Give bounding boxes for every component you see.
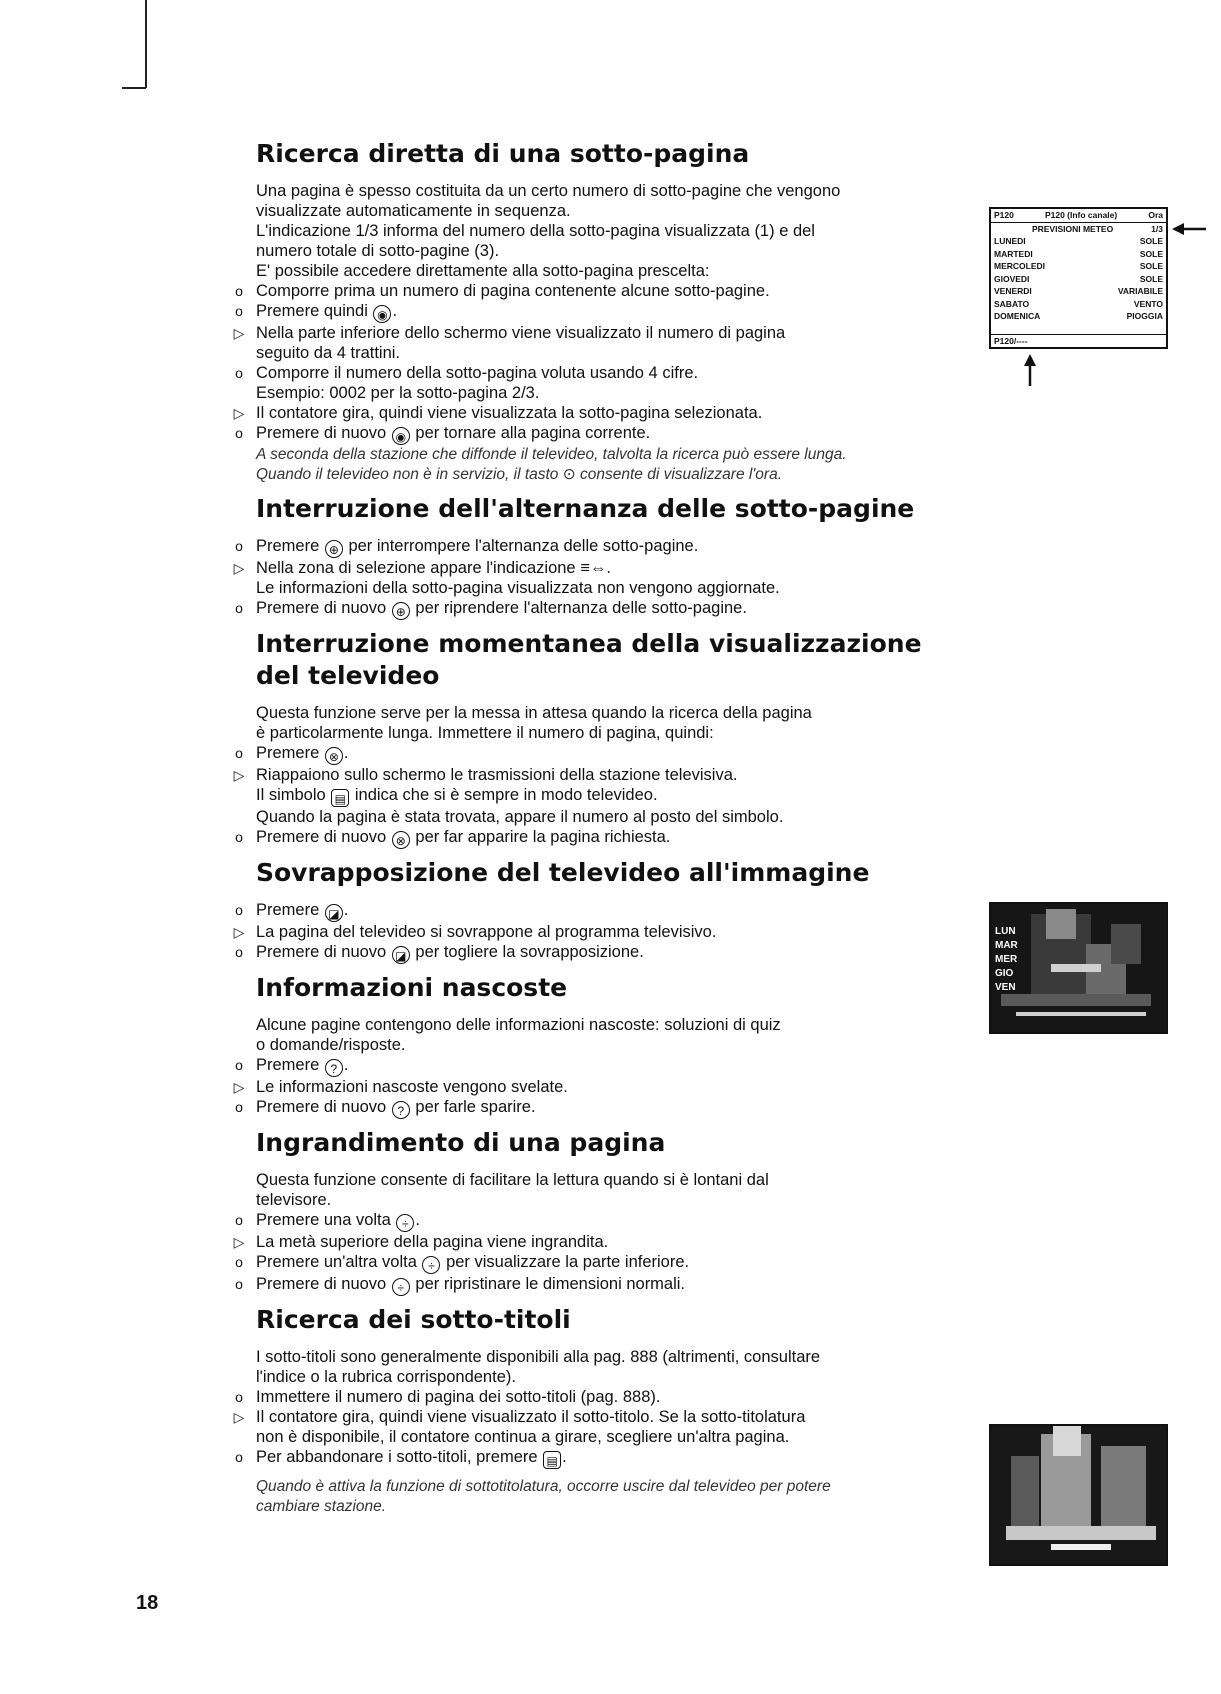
list-item: ▷ Il contatore gira, quindi viene visualizzato il sotto-titolo. Se la sotto-titolatura non è disponibile, il contatore continua a girare, scegliere un'altra pagina. xyxy=(256,1407,956,1447)
section-subpage-search xyxy=(233,138,956,485)
list-item: o Premere una volta ÷ . xyxy=(256,1210,956,1232)
bullet-marker: o xyxy=(235,1389,243,1405)
instruction-list xyxy=(233,1210,956,1296)
section-title: Interruzione momentanea della visualizzazione del televideo xyxy=(256,629,922,690)
list-item: o Immettere il numero di pagina dei sotto-titoli (pag. 888). xyxy=(256,1387,956,1407)
section-title: Ricerca dei sotto-titoli xyxy=(256,1305,571,1334)
bullet-marker: o xyxy=(235,902,243,918)
tv-photo-image xyxy=(991,904,1166,1032)
list-item: o Premere ? . xyxy=(256,1055,956,1077)
remote-key-icon: ◉ xyxy=(392,427,410,445)
remote-key-icon: ? xyxy=(325,1059,343,1077)
teletext-key-icon: ▤ xyxy=(543,1451,561,1469)
instruction-list xyxy=(233,281,956,445)
list-item: o Premere ⊕ per interrompere l'alternanza delle sotto-pagine. xyxy=(256,536,956,558)
bullet-marker: o xyxy=(235,745,243,761)
intro-line: è particolarmente lunga. Immettere il numero di pagina, quindi: xyxy=(256,724,714,742)
arrow-marker: ▷ xyxy=(233,924,245,940)
arrow-marker: ▷ xyxy=(233,560,245,576)
crop-mark-vertical xyxy=(145,0,147,88)
list-item: ▷ Le informazioni nascoste vengono svelate. xyxy=(256,1077,956,1097)
remote-key-icon: ◉ xyxy=(373,305,391,323)
intro-line: Alcune pagine contengono delle informazioni nascoste: soluzioni di quiz xyxy=(256,1016,781,1034)
list-item: o Premere un'altra volta ÷ per visualizzare la parte inferiore. xyxy=(256,1252,956,1274)
list-item: o Comporre il numero della sotto-pagina voluta usando 4 cifre. Esempio: 0002 per la sotto-pagina 2/3. xyxy=(256,363,956,403)
remote-key-icon: ÷ xyxy=(392,1278,410,1296)
section-title: Ricerca diretta di una sotto-pagina xyxy=(256,139,750,168)
intro-line: visualizzate automaticamente in sequenza. xyxy=(256,202,571,220)
list-item: o Premere di nuovo ÷ per ripristinare le dimensioni normali. xyxy=(256,1274,956,1296)
main-content xyxy=(233,138,956,1525)
arrow-left-icon xyxy=(1172,222,1208,236)
list-item: o Premere di nuovo ⊕ per riprendere l'alternanza delle sotto-pagine. xyxy=(256,598,956,620)
bullet-marker: o xyxy=(235,283,243,299)
list-item: o Premere quindi ◉ . xyxy=(256,301,956,323)
bullet-marker: o xyxy=(235,1212,243,1228)
teletext-title-row: PREVISIONI METEO 1/3 xyxy=(1031,223,1163,234)
section-title: Informazioni nascoste xyxy=(256,973,568,1002)
page-number: 18 xyxy=(136,1592,159,1614)
arrow-marker: ▷ xyxy=(233,325,245,341)
section-hidden-info xyxy=(233,972,956,1119)
section-subtitles xyxy=(233,1304,956,1517)
remote-key-icon: ÷ xyxy=(396,1214,414,1232)
teletext-row: GIOVEDI SOLE xyxy=(994,273,1163,284)
overlay-photo-illustration xyxy=(989,902,1168,1034)
intro-line: Questa funzione serve per la messa in attesa quando la ricerca della pagina xyxy=(256,704,812,722)
list-item: ▷ La pagina del televideo si sovrappone al programma televisivo. xyxy=(256,922,956,942)
bullet-marker: o xyxy=(235,600,243,616)
list-item: ▷ Nella zona di selezione appare l'indicazione ≡⇔. Le informazioni della sotto-pagina visualizzata non vengono aggiornate. xyxy=(256,558,956,598)
section-enlarge xyxy=(233,1127,956,1296)
list-item: ▷ Nella parte inferiore dello schermo viene visualizzato il numero di pagina seguito da 4 trattini. xyxy=(256,323,956,363)
list-item: o Premere di nuovo ⊗ per far apparire la pagina richiesta. xyxy=(256,827,956,849)
remote-key-icon: ◪ xyxy=(392,946,410,964)
section-teletext-hold xyxy=(233,628,956,849)
intro-line: l'indice o la rubrica corrispondente). xyxy=(256,1368,516,1386)
list-item: o Premere ◪ . xyxy=(256,900,956,922)
remote-key-icon: ⊕ xyxy=(392,602,410,620)
remote-key-icon: ⊗ xyxy=(325,747,343,765)
intro-line: E' possibile accedere direttamente alla sotto-pagina prescelta: xyxy=(256,262,710,280)
intro-line: o domande/risposte. xyxy=(256,1036,406,1054)
bullet-marker: o xyxy=(235,1099,243,1115)
crop-mark-horizontal xyxy=(122,87,146,89)
arrow-marker: ▷ xyxy=(233,1234,245,1250)
intro-line: numero totale di sotto-pagine (3). xyxy=(256,242,500,260)
list-item: o Premere di nuovo ◪ per togliere la sovrapposizione. xyxy=(256,942,956,964)
intro-line: L'indicazione 1/3 informa del numero della sotto-pagina visualizzata (1) e del xyxy=(256,222,815,240)
bullet-marker: o xyxy=(235,303,243,319)
bullet-marker: o xyxy=(235,1057,243,1073)
overlay-label: MAR xyxy=(995,940,1018,951)
section-alternation-stop xyxy=(233,493,956,620)
list-item: ▷ Il contatore gira, quindi viene visualizzata la sotto-pagina selezionata. xyxy=(256,403,956,423)
teletext-row: LUNEDI SOLE xyxy=(994,236,1163,246)
instruction-list xyxy=(233,536,956,620)
teletext-row: MARTEDI SOLE xyxy=(994,248,1163,259)
teletext-footer: P120/---- xyxy=(991,334,1166,348)
overlay-label: LUN xyxy=(995,926,1016,937)
instruction-list xyxy=(233,1387,956,1469)
list-item: o Premere ⊗ . xyxy=(256,743,956,765)
italic-note: Quando è attiva la funzione di sottotitolatura, occorre uscire dal televideo per potere xyxy=(256,1478,831,1495)
overlay-label: GIO xyxy=(995,968,1014,979)
list-item: ▷ Riappaiono sullo schermo le trasmissioni della stazione televisiva. Il simbolo ▤ indica che si è sempre in modo televideo. Quando la pagina è stata trovata, appare il numero al posto del simbolo. xyxy=(256,765,956,827)
section-overlay xyxy=(233,857,956,964)
intro-line: I sotto-titoli sono generalmente disponibili alla pag. 888 (altrimenti, consultare xyxy=(256,1348,821,1366)
arrow-marker: ▷ xyxy=(233,405,245,421)
remote-key-icon: ÷ xyxy=(422,1256,440,1274)
section-title: Sovrapposizione del televideo all'immagine xyxy=(256,858,870,887)
intro-line: Una pagina è spesso costituita da un certo numero di sotto-pagine che vengono xyxy=(256,182,841,200)
instruction-list xyxy=(233,900,956,964)
bullet-marker: o xyxy=(235,425,243,441)
tv-photo-image xyxy=(991,1426,1166,1564)
remote-key-icon: ⊕ xyxy=(325,540,343,558)
list-item: o Comporre prima un numero di pagina contenente alcune sotto-pagine. xyxy=(256,281,956,301)
bullet-marker: o xyxy=(235,1276,243,1292)
list-item: o Per abbandonare i sotto-titoli, premere ▤ . xyxy=(256,1447,956,1469)
intro-line: televisore. xyxy=(256,1191,332,1209)
teletext-screen-illustration xyxy=(989,207,1168,349)
remote-key-icon: ⊗ xyxy=(392,831,410,849)
italic-note: A seconda della stazione che diffonde il televideo, talvolta la ricerca può essere lunga. xyxy=(256,446,847,463)
arrow-up-icon xyxy=(1023,354,1037,386)
bullet-marker: o xyxy=(235,1449,243,1465)
instruction-list xyxy=(233,743,956,849)
teletext-row: VENERDI VARIABILE xyxy=(994,286,1163,296)
arrow-marker: ▷ xyxy=(233,1079,245,1095)
bullet-marker: o xyxy=(235,829,243,845)
italic-note: cambiare stazione. xyxy=(256,1498,387,1515)
overlay-label: VEN xyxy=(995,982,1016,993)
bullet-marker: o xyxy=(235,1254,243,1270)
teletext-header: P120 P120 (Info canale) Ora xyxy=(991,209,1166,223)
remote-key-icon: ? xyxy=(392,1101,410,1119)
teletext-key-icon: ▤ xyxy=(331,789,349,807)
italic-note: Quando il televideo non è in servizio, il tasto ⊙ consente di visualizzare l'ora. xyxy=(256,466,783,483)
bullet-marker: o xyxy=(235,944,243,960)
section-title: Ingrandimento di una pagina xyxy=(256,1128,666,1157)
section-title: Interruzione dell'alternanza delle sotto-pagine xyxy=(256,494,915,523)
arrow-marker: ▷ xyxy=(233,767,245,783)
list-item: ▷ La metà superiore della pagina viene ingrandita. xyxy=(256,1232,956,1252)
subtitle-photo-illustration xyxy=(989,1424,1168,1566)
intro-line: Questa funzione consente di facilitare la lettura quando si è lontani dal xyxy=(256,1171,769,1189)
overlay-label: MER xyxy=(995,954,1018,965)
list-item: o Premere di nuovo ◉ per tornare alla pagina corrente. xyxy=(256,423,956,445)
instruction-list xyxy=(233,1055,956,1119)
bullet-marker: o xyxy=(235,538,243,554)
teletext-row: MERCOLEDI SOLE xyxy=(994,261,1163,271)
remote-key-icon: ◪ xyxy=(325,904,343,922)
teletext-row: DOMENICA PIOGGIA xyxy=(994,311,1163,321)
teletext-row: SABATO VENTO xyxy=(994,298,1163,309)
bullet-marker: o xyxy=(235,365,243,381)
arrow-marker: ▷ xyxy=(233,1409,245,1425)
list-item: o Premere di nuovo ? per farle sparire. xyxy=(256,1097,956,1119)
